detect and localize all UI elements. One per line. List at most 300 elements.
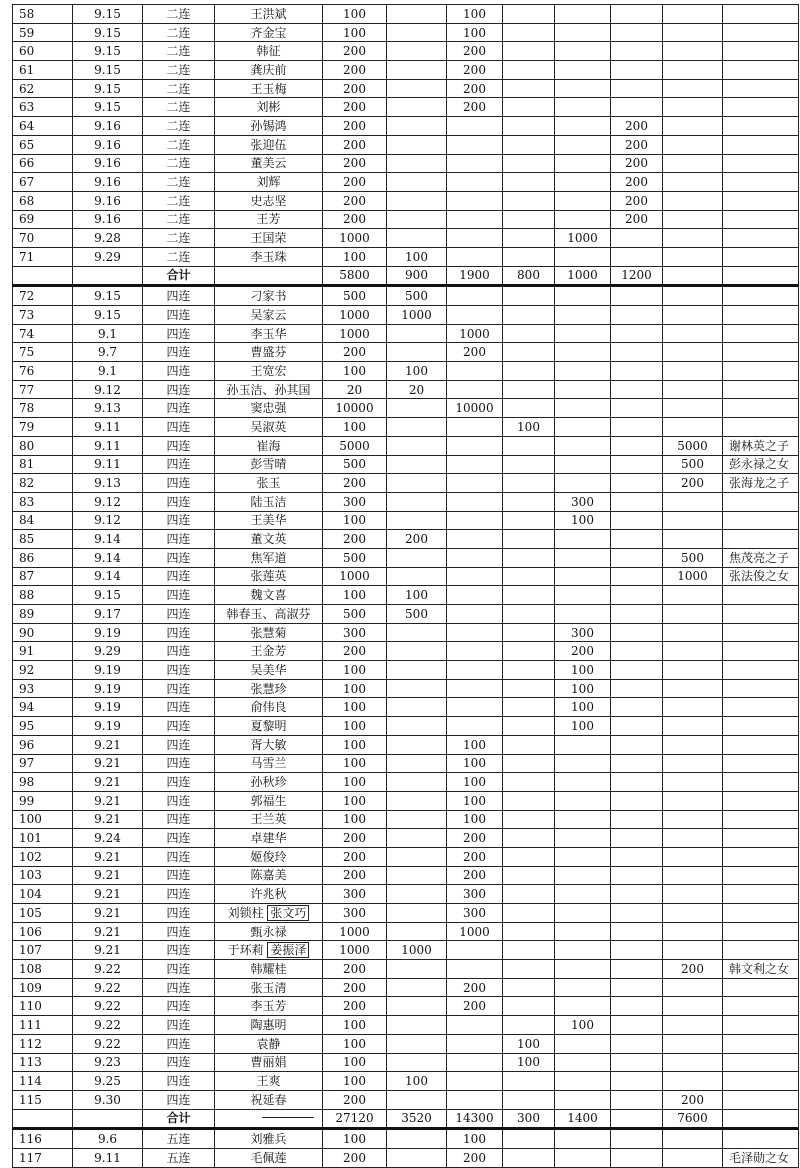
cell-col-c (503, 904, 555, 923)
cell-unit: 二连 (143, 191, 215, 210)
cell-date: 9.6 (73, 1129, 143, 1149)
cell-amount: 200 (323, 530, 387, 549)
cell-col-c (503, 154, 555, 173)
cell-col-e (611, 511, 663, 530)
cell-amount: 200 (323, 42, 387, 61)
cell-col-c: 100 (503, 1053, 555, 1072)
cell-amount: 200 (323, 135, 387, 154)
cell-col-e (611, 42, 663, 61)
cell-date: 9.14 (73, 567, 143, 586)
cell-col-b (447, 154, 503, 173)
cell-col-e (611, 530, 663, 549)
cell-date: 9.15 (73, 5, 143, 24)
cell-seq: 76 (13, 362, 73, 381)
cell-col-f (663, 42, 723, 61)
cell-seq: 116 (13, 1129, 73, 1149)
table-row (13, 418, 799, 437)
cell-col-a (387, 98, 447, 117)
cell-name: 张玉 (215, 474, 323, 493)
cell-note (723, 5, 799, 24)
cell-col-b (447, 530, 503, 549)
cell-col-f (663, 605, 723, 624)
cell-note (723, 922, 799, 941)
cell-date: 9.16 (73, 154, 143, 173)
cell-name: 曹盛芬 (215, 343, 323, 362)
cell-col-f: 7600 (663, 1109, 723, 1129)
cell-col-a (387, 79, 447, 98)
cell-col-b: 200 (447, 866, 503, 885)
table-row (13, 23, 799, 42)
cell-col-e (611, 1129, 663, 1149)
cell-amount: 100 (323, 247, 387, 266)
cell-note (723, 286, 799, 306)
cell-col-c (503, 960, 555, 979)
cell-col-f (663, 135, 723, 154)
cell-col-d (555, 1072, 611, 1091)
cell-col-a (387, 997, 447, 1016)
cell-seq: 62 (13, 79, 73, 98)
cell-date: 9.16 (73, 135, 143, 154)
cell-name: 祝延春 (215, 1090, 323, 1109)
cell-col-a (387, 717, 447, 736)
cell-amount: 5000 (323, 436, 387, 455)
cell-col-c (503, 698, 555, 717)
cell-col-c (503, 773, 555, 792)
cell-date (73, 1109, 143, 1129)
cell-unit: 四连 (143, 773, 215, 792)
cell-note (723, 135, 799, 154)
cell-note: 毛泽勋之女 (723, 1148, 799, 1167)
cell-unit: 二连 (143, 79, 215, 98)
cell-name (215, 941, 323, 960)
cell-unit: 二连 (143, 135, 215, 154)
table-row (13, 605, 799, 624)
cell-note (723, 586, 799, 605)
cell-col-f (663, 511, 723, 530)
cell-col-e (611, 286, 663, 306)
cell-amount: 100 (323, 698, 387, 717)
cell-name: 卓建华 (215, 829, 323, 848)
boxed-name: 张文巧 (267, 905, 309, 921)
cell-unit: 四连 (143, 474, 215, 493)
cell-amount: 100 (323, 1053, 387, 1072)
cell-amount: 1000 (323, 229, 387, 248)
cell-col-f (663, 530, 723, 549)
cell-seq: 98 (13, 773, 73, 792)
cell-amount: 300 (323, 904, 387, 923)
table-row (13, 960, 799, 979)
cell-seq: 113 (13, 1053, 73, 1072)
cell-amount: 200 (323, 642, 387, 661)
table-row (13, 343, 799, 362)
cell-amount: 100 (323, 791, 387, 810)
cell-col-e (611, 492, 663, 511)
cell-unit: 四连 (143, 698, 215, 717)
table-row (13, 511, 799, 530)
cell-seq: 117 (13, 1148, 73, 1167)
cell-unit: 四连 (143, 960, 215, 979)
table-row (13, 61, 799, 80)
cell-col-f (663, 23, 723, 42)
cell-note (723, 530, 799, 549)
cell-seq: 63 (13, 98, 73, 117)
cell-col-d (555, 960, 611, 979)
cell-col-a (387, 210, 447, 229)
cell-col-f (663, 61, 723, 80)
cell-seq: 89 (13, 605, 73, 624)
cell-unit: 四连 (143, 941, 215, 960)
cell-amount: 1000 (323, 306, 387, 325)
cell-col-c (503, 1090, 555, 1109)
cell-col-f (663, 1148, 723, 1167)
cell-amount: 100 (323, 418, 387, 437)
cell-seq: 69 (13, 210, 73, 229)
cell-amount: 200 (323, 1148, 387, 1167)
cell-name: 王金芳 (215, 642, 323, 661)
table-row (13, 98, 799, 117)
cell-col-b (447, 1034, 503, 1053)
cell-col-b (447, 511, 503, 530)
cell-note: 张海龙之子 (723, 474, 799, 493)
cell-col-e (611, 941, 663, 960)
cell-col-e (611, 810, 663, 829)
cell-col-f (663, 623, 723, 642)
cell-col-d (555, 5, 611, 24)
cell-col-f (663, 847, 723, 866)
cell-col-d (555, 829, 611, 848)
table-row (13, 380, 799, 399)
cell-amount: 100 (323, 1016, 387, 1035)
cell-amount: 200 (323, 191, 387, 210)
cell-col-c (503, 847, 555, 866)
cell-col-b (447, 286, 503, 306)
table-row (13, 324, 799, 343)
cell-seq: 73 (13, 306, 73, 325)
cell-col-f (663, 492, 723, 511)
cell-note (723, 904, 799, 923)
cell-col-f (663, 1053, 723, 1072)
cell-unit: 四连 (143, 492, 215, 511)
cell-seq: 104 (13, 885, 73, 904)
cell-col-a (387, 5, 447, 24)
cell-col-c (503, 5, 555, 24)
cell-unit: 四连 (143, 791, 215, 810)
cell-col-d (555, 810, 611, 829)
cell-note (723, 754, 799, 773)
cell-col-f (663, 191, 723, 210)
cell-date: 9.21 (73, 866, 143, 885)
cell-col-f: 500 (663, 455, 723, 474)
cell-col-b: 200 (447, 343, 503, 362)
cell-date: 9.21 (73, 904, 143, 923)
table-row (13, 191, 799, 210)
cell-col-b: 100 (447, 810, 503, 829)
cell-col-d: 100 (555, 698, 611, 717)
cell-note (723, 343, 799, 362)
cell-seq: 112 (13, 1034, 73, 1053)
table-row (13, 399, 799, 418)
cell-unit: 四连 (143, 362, 215, 381)
cell-col-b: 200 (447, 847, 503, 866)
cell-col-f (663, 173, 723, 192)
cell-col-b: 100 (447, 5, 503, 24)
cell-col-b (447, 191, 503, 210)
cell-col-b: 200 (447, 79, 503, 98)
cell-seq: 100 (13, 810, 73, 829)
cell-col-e (611, 1109, 663, 1129)
cell-col-e (611, 5, 663, 24)
cell-unit: 五连 (143, 1148, 215, 1167)
cell-col-c (503, 642, 555, 661)
cell-col-f (663, 380, 723, 399)
cell-col-a (387, 23, 447, 42)
cell-unit: 四连 (143, 511, 215, 530)
cell-date: 9.13 (73, 474, 143, 493)
cell-name: 陶惠明 (215, 1016, 323, 1035)
cell-date: 9.19 (73, 623, 143, 642)
cell-note (723, 191, 799, 210)
cell-note: 彭永禄之女 (723, 455, 799, 474)
cell-col-b: 200 (447, 829, 503, 848)
cell-col-c (503, 1148, 555, 1167)
cell-name (215, 904, 323, 923)
cell-amount: 300 (323, 492, 387, 511)
cell-col-d (555, 548, 611, 567)
cell-col-e (611, 698, 663, 717)
cell-col-b: 100 (447, 791, 503, 810)
cell-note (723, 306, 799, 325)
cell-col-c (503, 324, 555, 343)
cell-unit: 四连 (143, 679, 215, 698)
cell-col-d: 1400 (555, 1109, 611, 1129)
cell-amount: 200 (323, 98, 387, 117)
cell-seq: 58 (13, 5, 73, 24)
cell-col-b (447, 960, 503, 979)
cell-col-b: 10000 (447, 399, 503, 418)
cell-name: 甄永禄 (215, 922, 323, 941)
cell-unit: 四连 (143, 586, 215, 605)
cell-seq (13, 266, 73, 286)
cell-col-c (503, 61, 555, 80)
cell-col-e (611, 1053, 663, 1072)
cell-name: 韩耀桂 (215, 960, 323, 979)
cell-amount: 200 (323, 173, 387, 192)
cell-col-f (663, 266, 723, 286)
cell-col-d (555, 23, 611, 42)
table-row (13, 698, 799, 717)
cell-seq (13, 1109, 73, 1129)
cell-col-e (611, 623, 663, 642)
cell-name: 王玉梅 (215, 79, 323, 98)
cell-unit: 四连 (143, 1090, 215, 1109)
subtotal-row (13, 1109, 799, 1129)
cell-seq: 96 (13, 735, 73, 754)
cell-name: 王洪斌 (215, 5, 323, 24)
cell-col-a: 1000 (387, 306, 447, 325)
cell-col-b (447, 229, 503, 248)
cell-name: 魏文喜 (215, 586, 323, 605)
cell-seq: 64 (13, 117, 73, 136)
cell-col-c (503, 623, 555, 642)
cell-name: 龚庆前 (215, 61, 323, 80)
cell-col-f (663, 829, 723, 848)
cell-date: 9.14 (73, 548, 143, 567)
cell-col-e (611, 679, 663, 698)
cell-col-b (447, 1016, 503, 1035)
cell-col-f (663, 324, 723, 343)
cell-name: 韩征 (215, 42, 323, 61)
cell-col-d (555, 773, 611, 792)
cell-col-e (611, 866, 663, 885)
cell-name: 胥大敏 (215, 735, 323, 754)
cell-note: 谢林英之子 (723, 436, 799, 455)
cell-unit: 二连 (143, 23, 215, 42)
cell-col-d: 200 (555, 642, 611, 661)
cell-note (723, 173, 799, 192)
cell-note (723, 1109, 799, 1129)
cell-col-c (503, 1129, 555, 1149)
cell-col-a (387, 1034, 447, 1053)
cell-col-d: 300 (555, 492, 611, 511)
cell-unit: 四连 (143, 1072, 215, 1091)
table-row (13, 829, 799, 848)
cell-col-e: 1200 (611, 266, 663, 286)
cell-date: 9.15 (73, 42, 143, 61)
cell-name: 郭福生 (215, 791, 323, 810)
cell-note (723, 511, 799, 530)
cell-col-a: 1000 (387, 941, 447, 960)
cell-amount: 500 (323, 286, 387, 306)
cell-col-a (387, 42, 447, 61)
cell-date: 9.22 (73, 1016, 143, 1035)
cell-amount: 5800 (323, 266, 387, 286)
cell-col-b: 200 (447, 978, 503, 997)
cell-unit: 二连 (143, 42, 215, 61)
cell-col-f (663, 754, 723, 773)
cell-col-d (555, 98, 611, 117)
cell-col-e (611, 904, 663, 923)
cell-unit: 二连 (143, 5, 215, 24)
table-row (13, 1016, 799, 1035)
cell-name (215, 1109, 323, 1129)
cell-unit: 四连 (143, 567, 215, 586)
cell-col-c (503, 23, 555, 42)
cell-note (723, 773, 799, 792)
cell-date: 9.11 (73, 418, 143, 437)
cell-unit: 二连 (143, 117, 215, 136)
cell-date: 9.15 (73, 98, 143, 117)
cell-amount: 1000 (323, 922, 387, 941)
cell-col-c (503, 286, 555, 306)
cell-unit: 二连 (143, 210, 215, 229)
cell-col-e (611, 997, 663, 1016)
cell-unit: 四连 (143, 922, 215, 941)
cell-col-c (503, 829, 555, 848)
cell-seq: 83 (13, 492, 73, 511)
table-row (13, 661, 799, 680)
cell-col-b (447, 418, 503, 437)
cell-seq: 115 (13, 1090, 73, 1109)
cell-col-d (555, 1148, 611, 1167)
cell-name: 马雪兰 (215, 754, 323, 773)
cell-col-d (555, 79, 611, 98)
cell-amount: 100 (323, 511, 387, 530)
cell-date: 9.12 (73, 380, 143, 399)
cell-col-c (503, 605, 555, 624)
cell-date: 9.14 (73, 530, 143, 549)
cell-seq: 68 (13, 191, 73, 210)
cell-col-c (503, 399, 555, 418)
cell-note (723, 1090, 799, 1109)
cell-col-a (387, 661, 447, 680)
cell-note (723, 941, 799, 960)
cell-name: 李玉珠 (215, 247, 323, 266)
cell-col-e (611, 1090, 663, 1109)
table-row (13, 810, 799, 829)
cell-col-b (447, 135, 503, 154)
cell-col-a (387, 324, 447, 343)
cell-col-b: 300 (447, 904, 503, 923)
cell-amount: 200 (323, 866, 387, 885)
cell-date: 9.22 (73, 1034, 143, 1053)
cell-seq: 106 (13, 922, 73, 941)
cell-col-e (611, 455, 663, 474)
cell-col-b (447, 1053, 503, 1072)
cell-col-a (387, 135, 447, 154)
cell-date (73, 266, 143, 286)
cell-col-b (447, 455, 503, 474)
cell-seq: 97 (13, 754, 73, 773)
cell-col-a (387, 436, 447, 455)
cell-seq: 95 (13, 717, 73, 736)
cell-unit: 四连 (143, 1053, 215, 1072)
table-row (13, 286, 799, 306)
cell-unit: 合计 (143, 266, 215, 286)
cell-col-d (555, 754, 611, 773)
cell-col-c (503, 941, 555, 960)
cell-seq: 72 (13, 286, 73, 306)
cell-col-e (611, 586, 663, 605)
cell-unit: 四连 (143, 904, 215, 923)
cell-col-d: 100 (555, 679, 611, 698)
cell-amount: 100 (323, 754, 387, 773)
cell-col-a (387, 418, 447, 437)
table-row (13, 135, 799, 154)
cell-col-b (447, 1072, 503, 1091)
table-row (13, 247, 799, 266)
cell-note (723, 247, 799, 266)
cell-col-a: 100 (387, 586, 447, 605)
cell-unit: 四连 (143, 380, 215, 399)
cell-col-d: 100 (555, 717, 611, 736)
cell-amount: 10000 (323, 399, 387, 418)
cell-amount: 100 (323, 1129, 387, 1149)
cell-name: 吴淑英 (215, 418, 323, 437)
cell-col-b (447, 717, 503, 736)
cell-col-d (555, 380, 611, 399)
cell-name: 韩春玉、高淑芬 (215, 605, 323, 624)
table-row (13, 642, 799, 661)
cell-col-c (503, 229, 555, 248)
cell-col-d: 1000 (555, 266, 611, 286)
cell-name: 孙玉洁、孙其国 (215, 380, 323, 399)
cell-col-a (387, 1129, 447, 1149)
table-row (13, 904, 799, 923)
cell-col-a (387, 829, 447, 848)
cell-seq: 110 (13, 997, 73, 1016)
cell-date: 9.21 (73, 847, 143, 866)
cell-col-e: 200 (611, 173, 663, 192)
